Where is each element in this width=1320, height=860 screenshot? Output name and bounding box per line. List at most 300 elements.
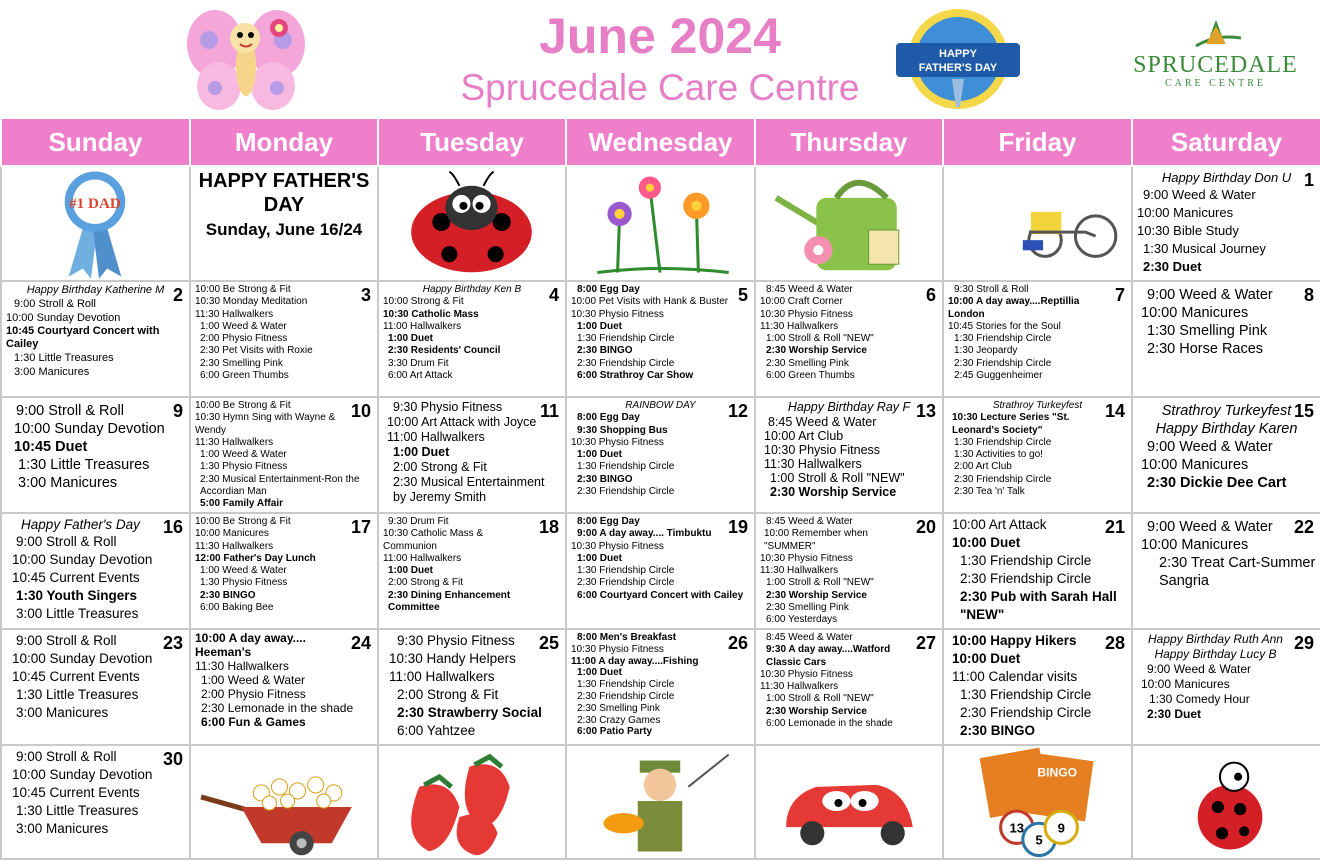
day-number: 11: [539, 401, 559, 421]
event-item: 10:00 Duet: [952, 535, 1021, 550]
event-item: RAINBOW DAY: [625, 400, 696, 411]
event-item: 1:00 Weed & Water: [200, 320, 287, 332]
day-number: 27: [915, 633, 936, 653]
event-item: 6:00 Yahtzee: [397, 723, 476, 738]
event-item: 2:30 Musical Entertainment by Jeremy Smith: [393, 475, 545, 504]
day-cell-empty: [943, 745, 1132, 859]
event-item: 10:00 Manicures: [1141, 677, 1230, 691]
event-item: Happy Birthday Ken B: [422, 284, 522, 295]
day-number: 22: [1293, 517, 1314, 537]
day-number: 20: [915, 517, 936, 537]
event-item: 10:30 Lecture Series "St. Leonard's Society": [952, 412, 1070, 436]
event-item: 10:30 Handy Helpers: [389, 651, 516, 666]
day-cell-24: [190, 629, 378, 745]
day-number: 29: [1293, 633, 1314, 653]
logo-tagline: CARE CENTRE: [1164, 78, 1267, 89]
event-item: 11:30 Hallwalkers: [760, 681, 839, 693]
event-item: 3:00 Little Treasures: [16, 606, 139, 621]
event-item: 10:30 Catholic Mass & Communion: [383, 528, 484, 552]
event-item: 8:45 Weed & Water: [766, 516, 853, 527]
event-item: 10:30 Bible Study: [1137, 223, 1239, 238]
event-item: 1:30 Little Treasures: [16, 803, 139, 818]
event-item: 10:30 Physio Fitness: [571, 436, 664, 448]
fathers-day-note-date: Sunday, June 16/24: [205, 220, 363, 239]
bingo-ball-3: 9: [1057, 820, 1065, 836]
weekday-wednesday: Wednesday: [566, 118, 755, 166]
day-number: 7: [1114, 285, 1125, 305]
event-item: 11:00 Hallwalkers: [383, 320, 462, 332]
event-item: 1:00 Duet: [388, 333, 434, 345]
event-item: 6:00 Yesterdays: [766, 614, 838, 626]
event-item: 10:00 Be Strong & Fit: [195, 284, 291, 295]
day-number: 8: [1303, 285, 1314, 305]
event-item: 2:30 Duet: [1147, 707, 1202, 721]
day-number: 5: [737, 285, 748, 305]
event-item: 6:00 Art Attack: [388, 370, 453, 382]
day-cell-22: [1132, 513, 1320, 629]
event-item: 10:30 Physio Fitness: [760, 668, 853, 680]
event-item: 2:30 Friendship Circle: [577, 577, 675, 589]
event-item: 2:30 Friendship Circle: [960, 571, 1092, 586]
week-row-4: [1, 513, 1320, 629]
day-cell-18: [378, 513, 566, 629]
event-item: 2:00 Strong & Fit: [388, 577, 464, 589]
weekday-tuesday: Tuesday: [378, 118, 566, 166]
day-cell-23: [1, 629, 190, 745]
event-item: 10:00 Be Strong & Fit: [195, 516, 291, 527]
event-item: Happy Birthday Don U: [1161, 170, 1292, 185]
week-row-1: [1, 166, 1320, 281]
event-item: 10:45 Courtyard Concert with Cailey: [6, 325, 160, 350]
event-item: 2:30 Smelling Pink: [200, 357, 283, 369]
event-item: 11:00 Hallwalkers: [389, 669, 495, 684]
day-cell-1: [1132, 166, 1320, 281]
day-number: 25: [538, 633, 559, 653]
event-item: 10:30 Physio Fitness: [760, 308, 853, 320]
day-cell-2: [1, 281, 190, 397]
event-item: 8:00 Egg Day: [577, 412, 640, 424]
wheelchair-bike-icon: [944, 167, 1131, 280]
event-item: 10:00 Manicures: [1141, 537, 1249, 553]
event-item: Happy Birthday Katherine M: [26, 284, 165, 296]
day-number: 6: [925, 285, 936, 305]
event-item: 9:00 Weed & Water: [1147, 439, 1273, 455]
event-item: 2:30 Dickie Dee Cart: [1147, 475, 1287, 491]
event-item: 11:30 Hallwalkers: [195, 659, 289, 673]
event-item: 9:00 Weed & Water: [1147, 287, 1273, 303]
event-item: 10:00 Art Attack: [952, 517, 1047, 532]
day-cell-27: [755, 629, 943, 745]
event-item: 6:00 Strathroy Car Show: [577, 370, 694, 382]
butterfly-icon: [185, 4, 307, 114]
day-number: 24: [350, 633, 371, 653]
day-number: 21: [1104, 517, 1125, 537]
event-item: 10:00 Be Strong & Fit: [195, 400, 291, 411]
event-item: 10:30 Catholic Mass: [383, 308, 479, 320]
event-item: 1:00 Weed & Water: [200, 565, 287, 577]
event-item: 9:00 Stroll & Roll: [14, 298, 96, 310]
day-cell-14: [943, 397, 1132, 513]
event-item: 2:30 Strawberry Social: [397, 705, 542, 720]
week-row-3: [1, 397, 1320, 513]
day-cell-25: [378, 629, 566, 745]
event-item: 2:30 Smelling Pink: [766, 357, 849, 369]
page-title: June 2024: [539, 8, 781, 64]
event-item: 6:00 Fun & Games: [201, 715, 306, 729]
day-cell-empty: [1, 166, 190, 281]
event-item: 10:00 Remember when "SUMMER": [764, 528, 868, 552]
event-item: 2:30 Duet: [1143, 259, 1202, 274]
event-item: 2:00 Art Club: [954, 461, 1012, 473]
logo-name: SPRUCEDALE: [1133, 52, 1298, 78]
event-item: 1:00 Duet: [577, 667, 623, 679]
event-item: 9:00 Weed & Water: [1147, 662, 1252, 676]
event-item: 1:30 Friendship Circle: [960, 553, 1092, 568]
ladybug-small-icon: [1133, 746, 1320, 858]
event-item: Strathroy Turkeyfest: [1161, 403, 1292, 419]
event-item: 2:00 Physio Fitness: [201, 687, 306, 701]
day-cell-empty: [378, 745, 566, 859]
day-number: 15: [1293, 401, 1314, 421]
day-cell-17: [190, 513, 378, 629]
day-cell-13: [755, 397, 943, 513]
event-item: 10:00 Strong & Fit: [383, 296, 464, 308]
event-item: 1:30 Friendship Circle: [577, 461, 675, 473]
event-item: 9:00 Weed & Water: [1143, 187, 1256, 202]
event-item: 2:30 BINGO: [200, 589, 256, 601]
day-number: 19: [727, 517, 748, 537]
week-row-6: [1, 745, 1320, 859]
event-item: 11:30 Hallwalkers: [760, 565, 839, 577]
event-item: 10:30 Physio Fitness: [571, 643, 664, 655]
bingo-icon: [944, 746, 1131, 858]
day-cell-empty: [566, 745, 755, 859]
event-item: 2:30 BINGO: [577, 345, 633, 357]
event-item: 2:30 Tea 'n' Talk: [954, 486, 1025, 498]
event-item: 6:00 Green Thumbs: [766, 370, 855, 382]
event-item: 8:45 Weed & Water: [766, 284, 853, 295]
day-number: 4: [548, 285, 559, 305]
event-item: 1:30 Friendship Circle: [954, 333, 1052, 345]
event-item: 1:00 Duet: [388, 565, 434, 577]
flowers-icon: [567, 167, 754, 280]
event-item: 11:30 Hallwalkers: [760, 320, 839, 332]
event-item: 12:00 Father's Day Lunch: [195, 552, 316, 564]
week-row-5: [1, 629, 1320, 745]
event-item: 10:45 Duet: [14, 439, 88, 455]
cartoon-car-icon: [756, 746, 942, 858]
event-item: 10:00 Pet Visits with Hank & Buster: [571, 296, 729, 308]
day-cell-empty: [755, 166, 943, 281]
event-item: 6:00 Baking Bee: [200, 602, 274, 614]
event-item: 1:00 Duet: [577, 449, 623, 461]
event-item: 9:00 Stroll & Roll: [16, 534, 117, 549]
day-cell-21: [943, 513, 1132, 629]
event-item: 11:30 Hallwalkers: [195, 540, 274, 552]
event-item: 1:30 Friendship Circle: [577, 565, 675, 577]
event-item: 10:45 Current Events: [12, 570, 140, 585]
event-item: 2:00 Strong & Fit: [393, 460, 487, 474]
sprucedale-logo: [1128, 16, 1303, 89]
day-number: 18: [538, 517, 559, 537]
day-cell-empty: [190, 745, 378, 859]
wheelbarrow-icon: [191, 746, 377, 858]
event-item: 1:30 Friendship Circle: [577, 679, 675, 691]
event-item: 2:30 Pub with Sarah Hall "NEW": [960, 589, 1117, 622]
day-cell-empty: [755, 745, 943, 859]
event-item: 2:30 Worship Service: [766, 589, 867, 601]
event-item: 3:30 Drum Fit: [388, 357, 449, 369]
event-item: 10:30 Physio Fitness: [764, 443, 881, 457]
day-cell-26: [566, 629, 755, 745]
fathers-day-note-cell: [190, 166, 378, 281]
day-number: 28: [1104, 633, 1125, 653]
weekday-thursday: Thursday: [755, 118, 943, 166]
event-item: 10:00 Manicures: [1137, 205, 1234, 220]
event-item: 2:30 Musical Entertainment-Ron the Accordian Man: [200, 473, 360, 498]
event-item: 10:00 Happy Hikers: [952, 633, 1077, 648]
event-item: 10:30 Physio Fitness: [571, 308, 664, 320]
bingo-ball-1: 13: [1009, 820, 1025, 836]
event-item: 9:30 Physio Fitness: [393, 400, 503, 414]
bingo-ball-2: 5: [1035, 832, 1043, 848]
event-item: 9:00 A day away.... Timbuktu: [577, 528, 712, 540]
day-number: 3: [360, 285, 371, 305]
day-cell-6: [755, 281, 943, 397]
page-subtitle: Sprucedale Care Centre: [460, 67, 860, 108]
event-item: 1:30 Smelling Pink: [1147, 323, 1268, 339]
tree-logo-icon: [1186, 16, 1246, 52]
event-item: 11:00 Hallwalkers: [387, 430, 485, 444]
event-item: 1:30 Youth Singers: [16, 588, 138, 603]
event-item: 2:45 Guggenheimer: [954, 370, 1043, 382]
event-item: 1:30 Little Treasures: [14, 352, 114, 364]
day-number: 30: [162, 749, 183, 769]
event-item: 9:30 Shopping Bus: [577, 424, 668, 436]
event-item: 1:30 Jeopardy: [954, 345, 1018, 357]
event-item: 6:00 Green Thumbs: [200, 370, 289, 382]
day-cell-7: [943, 281, 1132, 397]
badge-line-1: HAPPY: [939, 48, 977, 60]
day-number: 16: [162, 517, 183, 537]
day-cell-empty: [1132, 745, 1320, 859]
event-item: 1:00 Duet: [577, 552, 623, 564]
event-item: 8:00 Egg Day: [577, 516, 640, 527]
event-item: 2:30 Smelling Pink: [766, 602, 849, 614]
event-item: 2:30 Worship Service: [766, 705, 867, 717]
day-number: 26: [727, 633, 748, 653]
day-number: 2: [172, 285, 183, 305]
event-item: 9:30 Physio Fitness: [397, 633, 515, 648]
event-item: Happy Birthday Lucy B: [1154, 647, 1277, 661]
strawberries-icon: [379, 746, 565, 858]
event-item: 10:00 A day away....Reptillia London: [948, 296, 1080, 320]
day-cell-30: [1, 745, 190, 859]
event-item: 3:00 Manicures: [16, 821, 109, 836]
event-item: 10:30 Physio Fitness: [571, 540, 664, 552]
day-number: 17: [350, 517, 371, 537]
event-item: 2:30 Friendship Circle: [954, 357, 1052, 369]
fathers-day-note-title: HAPPY FATHER'S DAY: [198, 170, 370, 216]
day-cell-empty: [566, 166, 755, 281]
event-item: 2:30 Crazy Games: [577, 714, 661, 726]
day-cell-15: [1132, 397, 1320, 513]
event-item: 10:45 Current Events: [12, 785, 140, 800]
day-number: 10: [350, 401, 371, 421]
event-item: 9:30 Drum Fit: [388, 516, 449, 527]
event-item: 10:00 Craft Corner: [760, 296, 843, 308]
weekday-saturday: Saturday: [1132, 118, 1320, 166]
day-cell-28: [943, 629, 1132, 745]
event-item: 1:00 Duet: [393, 445, 450, 459]
event-item: 10:00 A day away.... Heeman's: [195, 631, 306, 659]
day-number: 12: [727, 401, 748, 421]
event-item: Happy Birthday Ray F: [787, 400, 911, 414]
event-item: 1:30 Musical Journey: [1143, 241, 1266, 256]
day-number: 9: [172, 401, 183, 421]
day-cell-12: [566, 397, 755, 513]
event-item: 1:00 Stroll & Roll "NEW": [766, 693, 874, 705]
weekday-friday: Friday: [943, 118, 1132, 166]
event-item: 2:30 Friendship Circle: [954, 473, 1052, 485]
event-item: 10:00 Duet: [952, 651, 1021, 666]
day-cell-19: [566, 513, 755, 629]
event-item: 1:00 Stroll & Roll "NEW": [766, 333, 874, 345]
event-item: 2:30 Lemonade in the shade: [201, 701, 354, 715]
event-item: 1:30 Physio Fitness: [200, 461, 288, 473]
calendar-header: [0, 0, 1320, 117]
event-item: 10:00 Manicures: [195, 528, 269, 540]
event-item: 1:00 Stroll & Roll "NEW": [770, 471, 905, 485]
event-item: 1:30 Little Treasures: [18, 457, 150, 473]
event-item: 2:00 Physio Fitness: [200, 333, 288, 345]
ladybug-icon: [379, 167, 565, 280]
event-item: 10:45 Current Events: [12, 669, 140, 684]
event-item: 2:00 Strong & Fit: [397, 687, 499, 702]
event-item: 10:00 Sunday Devotion: [12, 767, 153, 782]
event-item: 11:30 Hallwalkers: [764, 457, 862, 471]
day-cell-8: [1132, 281, 1320, 397]
event-item: 9:00 Stroll & Roll: [16, 403, 124, 419]
event-item: 1:30 Activities to go!: [954, 449, 1043, 461]
event-item: 8:45 Weed & Water: [768, 415, 877, 429]
event-item: 6:00 Lemonade in the shade: [766, 718, 893, 730]
event-item: 3:00 Manicures: [18, 475, 118, 491]
event-item: 6:00 Courtyard Concert with Cailey: [577, 589, 744, 601]
event-item: 10:00 Sunday Devotion: [12, 552, 153, 567]
event-item: 6:00 Patio Party: [577, 726, 653, 738]
event-item: 1:00 Duet: [577, 320, 623, 332]
weekday-monday: Monday: [190, 118, 378, 166]
event-item: 2:30 Worship Service: [770, 485, 897, 499]
fathers-day-badge-icon: [888, 5, 1028, 113]
event-item: 2:30 BINGO: [577, 473, 633, 485]
day-cell-empty: [943, 166, 1132, 281]
event-item: Happy Birthday Ruth Ann: [1148, 632, 1283, 646]
event-item: 11:30 Hallwalkers: [195, 436, 274, 448]
event-item: 9:00 Stroll & Roll: [16, 633, 117, 648]
day-cell-3: [190, 281, 378, 397]
day-cell-20: [755, 513, 943, 629]
event-item: 1:30 Little Treasures: [16, 687, 139, 702]
event-item: 8:45 Weed & Water: [766, 632, 853, 643]
event-item: 2:30 Friendship Circle: [577, 486, 675, 498]
event-item: 1:30 Friendship Circle: [954, 436, 1052, 448]
day-cell-4: [378, 281, 566, 397]
event-item: 1:30 Comedy Hour: [1149, 692, 1250, 706]
event-item: 1:00 Stroll & Roll "NEW": [766, 577, 874, 589]
weekday-sunday: Sunday: [1, 118, 190, 166]
day-cell-16: [1, 513, 190, 629]
ribbon-icon: [2, 167, 189, 280]
bingo-card-text: BINGO: [1037, 765, 1078, 780]
event-item: 2:30 BINGO: [960, 723, 1036, 738]
event-item: 10:00 Sunday Devotion: [14, 421, 165, 437]
event-item: 10:30 Physio Fitness: [760, 552, 853, 564]
event-item: 9:30 Stroll & Roll: [954, 284, 1029, 295]
weekday-header-row: [1, 118, 1320, 166]
ribbon-text: #1 DAD: [69, 194, 121, 212]
watering-can-icon: [756, 167, 942, 280]
event-item: 1:00 Weed & Water: [200, 449, 287, 461]
event-item: Happy Father's Day: [21, 517, 140, 532]
event-item: 10:00 Art Attack with Joyce: [387, 415, 537, 429]
event-item: 10:00 Art Club: [764, 429, 844, 443]
event-item: Strathroy Turkeyfest: [992, 400, 1083, 411]
day-cell-11: [378, 397, 566, 513]
event-item: 10:30 Monday Meditation: [195, 296, 308, 308]
event-item: 2:30 Friendship Circle: [960, 705, 1092, 720]
calendar-grid: [0, 117, 1320, 860]
day-cell-29: [1132, 629, 1320, 745]
event-item: Happy Birthday Karen: [1155, 421, 1298, 437]
event-item: 10:00 Manicures: [1141, 457, 1249, 473]
event-item: 2:30 Horse Races: [1147, 341, 1264, 357]
day-cell-5: [566, 281, 755, 397]
event-item: 2:30 Friendship Circle: [577, 357, 675, 369]
event-item: 10:00 Sunday Devotion: [12, 651, 153, 666]
event-item: 11:00 Calendar visits: [952, 669, 1078, 684]
event-item: 8:00 Egg Day: [577, 284, 640, 295]
event-item: 10:00 Manicures: [1141, 305, 1249, 321]
event-item: 1:30 Friendship Circle: [577, 333, 675, 345]
event-item: 8:00 Men's Breakfast: [577, 632, 677, 643]
event-item: 3:00 Manicures: [16, 705, 109, 720]
event-item: 11:00 A day away....Fishing: [571, 655, 699, 667]
event-item: 2:30 Pet Visits with Roxie: [200, 345, 313, 357]
day-number: 13: [915, 401, 936, 421]
badge-line-2: FATHER'S DAY: [918, 62, 998, 74]
event-item: 2:30 Treat Cart-Summer Sangria: [1159, 555, 1316, 589]
day-cell-9: [1, 397, 190, 513]
event-item: 3:00 Manicures: [14, 366, 90, 378]
event-item: 2:30 Residents' Council: [388, 345, 501, 357]
event-item: 10:30 Hymn Sing with Wayne & Wendy: [195, 412, 336, 436]
event-item: 10:00 Sunday Devotion: [6, 312, 121, 324]
week-row-2: [1, 281, 1320, 397]
event-item: 1:30 Physio Fitness: [200, 577, 288, 589]
day-number: 14: [1104, 401, 1125, 421]
event-item: 1:30 Friendship Circle: [960, 687, 1092, 702]
day-number: 1: [1303, 170, 1314, 190]
fisherman-icon: [567, 746, 754, 858]
day-number: 23: [162, 633, 183, 653]
day-cell-10: [190, 397, 378, 513]
event-item: 10:45 Stories for the Soul: [948, 320, 1061, 332]
event-item: 2:30 Worship Service: [766, 345, 867, 357]
event-item: 2:30 Friendship Circle: [577, 690, 675, 702]
event-item: 5:00 Family Affair: [200, 498, 283, 510]
